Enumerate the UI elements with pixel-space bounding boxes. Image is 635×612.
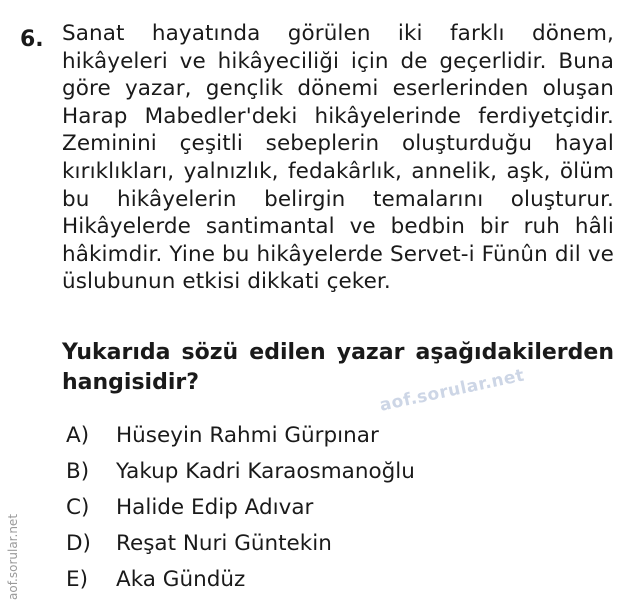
option-c[interactable] — [66, 489, 415, 525]
option-letter: A) — [66, 422, 90, 448]
watermark-center: aof.sorular.net — [377, 365, 527, 416]
option-text: Hüseyin Rahmi Gürpınar — [116, 422, 379, 448]
question-number: 6. — [20, 27, 44, 52]
option-text: Reşat Nuri Güntekin — [116, 530, 332, 556]
option-a[interactable] — [66, 417, 415, 453]
watermark-side: aof.sorular.net — [6, 513, 20, 600]
option-letter: B) — [66, 458, 90, 484]
option-letter: D) — [66, 530, 91, 556]
option-letter: E) — [66, 566, 88, 592]
question-prompt: Yukarıda sözü edilen yazar aşağıdakilerden hangisidir? — [62, 340, 614, 395]
option-e[interactable] — [66, 561, 415, 597]
option-d[interactable] — [66, 525, 415, 561]
answer-options — [66, 417, 415, 597]
option-letter: C) — [66, 494, 90, 520]
option-text: Aka Gündüz — [116, 566, 246, 592]
option-b[interactable] — [66, 453, 415, 489]
option-text: Yakup Kadri Karaosmanoğlu — [116, 458, 415, 484]
question-passage: Sanat hayatında görülen iki farklı dönem, hikâyeleri ve hikâyeciliği için de geçerlidir. Buna göre yazar, gençlik dönemi eserlerinden oluşan Harap Mabedler'deki hikâyelerinde ferdiyetçidir. Zeminini çeşitli sebeplerin oluşturduğu hayal kırıklıkları, yalnızlık, fedakârlık, annelik, aşk, ölüm bu hikâyelerin belirgin temalarını oluşturur. Hikâyelerde santimantal ve bedbin bir ruh hâli hâkimdir. Yine bu hikâyelerde Servet-i Fünûn dil ve üslubunun etkisi dikkati çeker. — [62, 21, 614, 295]
option-text: Halide Edip Adıvar — [116, 494, 314, 520]
